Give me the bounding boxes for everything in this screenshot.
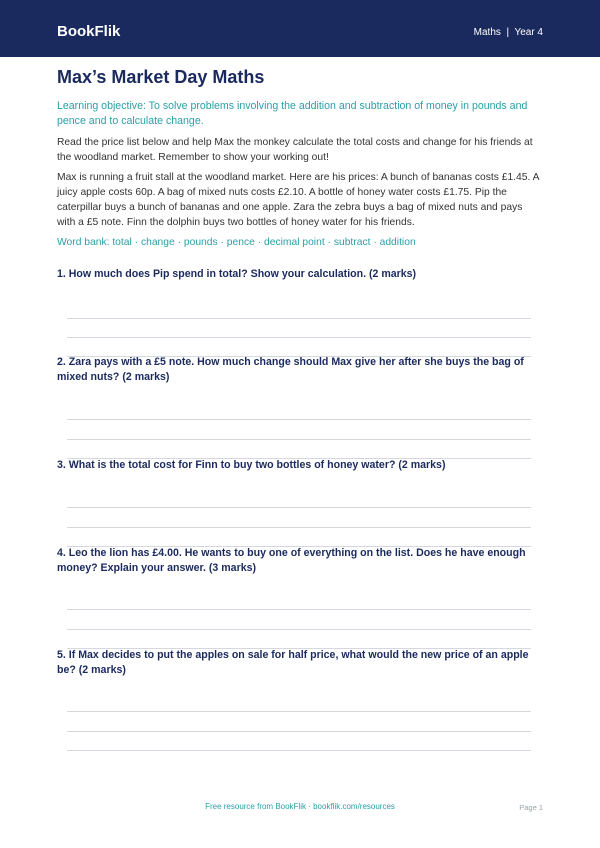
answer-line[interactable] (67, 439, 531, 440)
footer-resource-link[interactable]: Free resource from BookFlik · bookflik.com/resources (205, 802, 395, 811)
answer-line[interactable] (67, 731, 531, 732)
answer-line[interactable] (67, 507, 531, 508)
learning-objective: Learning objective: To solve problems involving the addition and subtraction of money in pounds and pence and to calculate change. (57, 100, 528, 127)
question-5: 5. If Max decides to put the apples on sale for half price, what would the new price of an apple be? (2 marks) (57, 649, 529, 676)
page-number: Page 1 (519, 803, 543, 812)
question-3: 3. What is the total cost for Finn to buy two bottles of honey water? (2 marks) (57, 459, 446, 471)
subject-year (474, 27, 543, 39)
page-title: Max’s Market Day Maths (57, 67, 265, 87)
year-label: Year 4 (514, 27, 543, 38)
meta-separator: | (506, 27, 510, 38)
answer-line[interactable] (67, 419, 531, 420)
question-4: 4. Leo the lion has £4.00. He wants to buy one of everything on the list. Does he have enough money? Explain your answer. (3 marks) (57, 547, 526, 574)
question-2: 2. Zara pays with a £5 note. How much change should Max give her after she buys the bag of mixed nuts? (2 marks) (57, 356, 524, 383)
answer-line[interactable] (67, 609, 531, 610)
answer-line[interactable] (67, 750, 531, 751)
header-bar (0, 0, 600, 57)
subject-label: Maths (473, 27, 501, 38)
answer-line[interactable] (67, 318, 531, 319)
answer-line[interactable] (67, 711, 531, 712)
story-paragraph: Max is running a fruit stall at the woodland market. Here are his prices: A bunch of bananas costs £1.45. A juicy apple costs 60p. A bag of mixed nuts costs £2.10. A bottle of honey water costs £1.75. Pip the caterpillar buys a bunch of bananas and one apple. Zara the zebra buys a bag of mixed nuts and pays with a £5 note. Finn the dolphin buys two bottles of honey water for his friends. (57, 172, 539, 228)
intro-paragraph: Read the price list below and help Max the monkey calculate the total costs and change for his friends at the woodland market. Remember to show your working out! (57, 137, 533, 163)
answer-line[interactable] (67, 629, 531, 630)
brand-logo[interactable]: BookFlik (57, 23, 121, 40)
word-bank: Word bank: total · change · pounds · pence · decimal point · subtract · addition (57, 237, 416, 248)
question-1: 1. How much does Pip spend in total? Show your calculation. (2 marks) (57, 268, 417, 280)
answer-line[interactable] (67, 337, 531, 338)
answer-line[interactable] (67, 527, 531, 528)
